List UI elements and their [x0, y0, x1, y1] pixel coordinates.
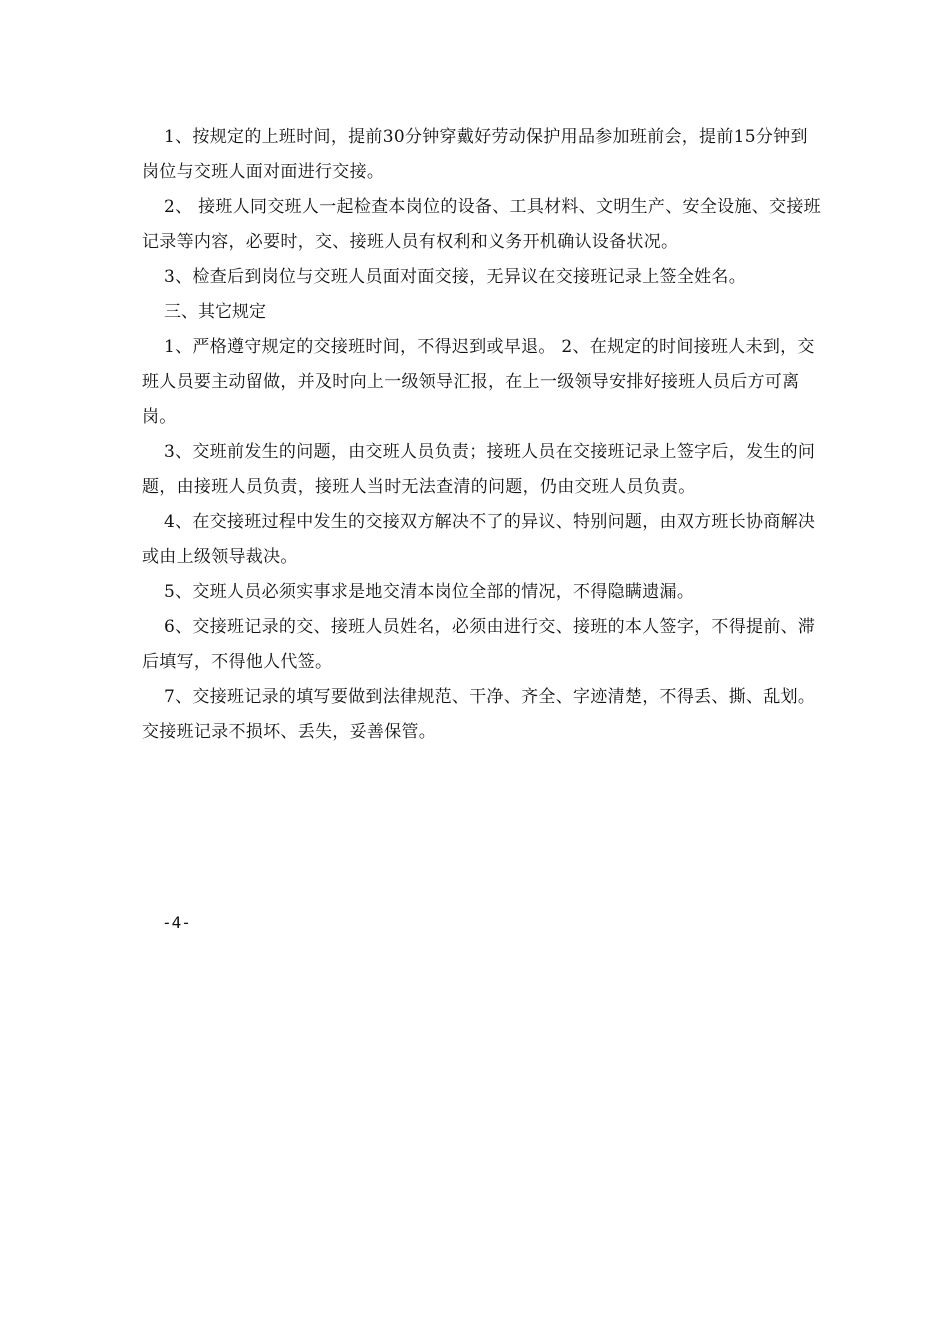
section-heading: 三、其它规定 — [164, 302, 266, 322]
paragraph-8: 6、交接班记录的交、接班人员姓名，必须由进行交、接班的本人签字，不得提前、滞后填写，不得他人代签。 — [142, 617, 816, 672]
page-number: -4- — [162, 913, 191, 932]
paragraph-4: 1、严格遵守规定的交接班时间，不得迟到或早退。 2、在规定的时间接班人未到，交班人员要主动留做，并及时向上一级领导汇报，在上一级领导安排好接班人员后方可离岗。 — [142, 337, 815, 427]
paragraph-6: 4、在交接班过程中发生的交接双方解决不了的异议、特别问题，由双方班长协商解决或由上级领导裁决。 — [142, 512, 816, 567]
paragraph-2: 2、 接班人同交班人一起检查本岗位的设备、工具材料、文明生产、安全设施、交接班记录等内容，必要时，交、接班人员有权利和义务开机确认设备状况。 — [142, 197, 821, 252]
paragraph-7: 5、交班人员必须实事求是地交清本岗位全部的情况，不得隐瞒遗漏。 — [164, 582, 695, 602]
paragraph-3: 3、检查后到岗位与交班人员面对面交接，无异议在交接班记录上签全姓名。 — [164, 267, 747, 287]
document-body — [142, 120, 822, 750]
paragraph-5: 3、交班前发生的问题，由交班人员负责；接班人员在交接班记录上签字后，发生的问题，由接班人员负责，接班人当时无法查清的问题，仍由交班人员负责。 — [142, 442, 816, 497]
paragraph-9: 7、交接班记录的填写要做到法律规范、干净、齐全、字迹清楚，不得丢、撕、乱划。交接班记录不损坏、丢失，妥善保管。 — [142, 687, 816, 742]
paragraph-1: 1、按规定的上班时间，提前30分钟穿戴好劳动保护用品参加班前会，提前15分钟到岗位与交班人面对面进行交接。 — [142, 127, 808, 182]
